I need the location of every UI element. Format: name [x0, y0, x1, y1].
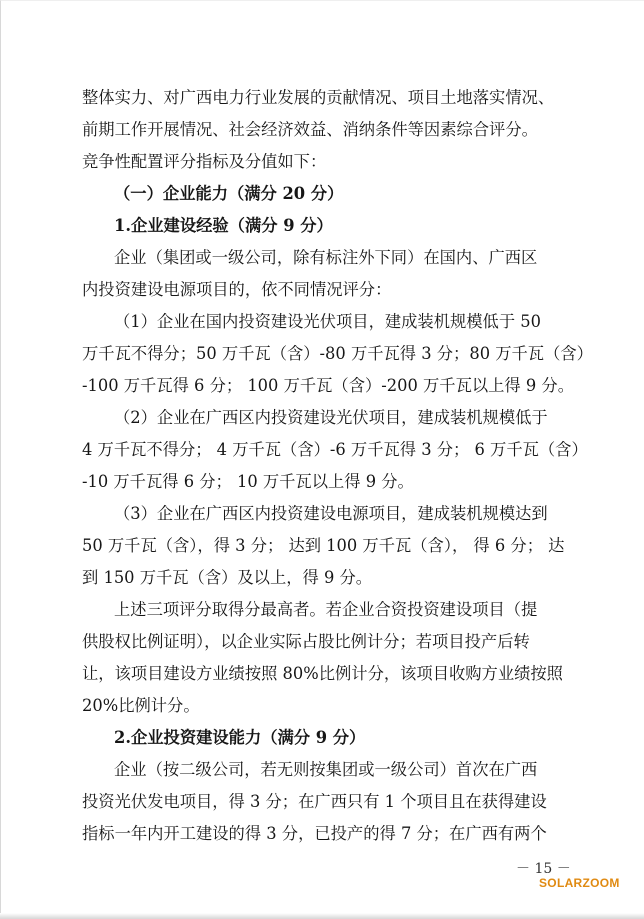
p1-line-2: 内投资建设电源项目的，依不同情况评分：: [82, 280, 392, 299]
section-1-title: （一）企业能力（满分 20 分）: [114, 184, 344, 203]
c2-line-3: -10 万千瓦得 6 分； 10 万千瓦以上得 9 分。: [82, 472, 414, 491]
intro-line-1: 整体实力、对广西电力行业发展的贡献情况、项目土地落实情况、: [82, 88, 555, 107]
c1-line-1: （1）企业在国内投资建设光伏项目，建成装机规模低于 50: [114, 312, 542, 331]
c3-line-2: 50 万千瓦（含），得 3 分； 达到 100 万千瓦（含）， 得 6 分； 达: [82, 536, 565, 555]
p1-line-1: 企业（集团或一级公司，除有标注外下同）在国内、广西区: [114, 248, 538, 267]
c1-line-3: -100 万千瓦得 6 分； 100 万千瓦（含）-200 万千瓦以上得 9 分。: [82, 376, 574, 395]
item-2-title: 2.企业投资建设能力（满分 9 分）: [114, 728, 366, 747]
p2-line-2: 供股权比例证明），以企业实际占股比例计分；若项目投产后转: [82, 632, 530, 651]
c3-line-1: （3）企业在广西区内投资建设电源项目，建成装机规模达到: [114, 504, 548, 523]
c1-line-2: 万千瓦不得分；50 万千瓦（含）-80 万千瓦得 3 分；80 万千瓦（含）: [82, 344, 593, 363]
p3-line-1: 企业（按二级公司，若无则按集团或一级公司）首次在广西: [114, 760, 538, 779]
c2-line-2: 4 万千瓦不得分； 4 万千瓦（含）-6 万千瓦得 3 分； 6 万千瓦（含）: [82, 440, 588, 459]
p2-line-1: 上述三项评分取得分最高者。若企业合资投资建设项目（提: [114, 600, 538, 619]
page-number: － 15 －: [516, 861, 571, 877]
p3-line-2: 投资光伏发电项目，得 3 分；在广西只有 1 个项目且在获得建设: [82, 792, 547, 811]
c3-line-3: 到 150 万千瓦（含）及以上，得 9 分。: [82, 568, 373, 587]
watermark-logo: SOLARZOOM: [539, 876, 620, 890]
p2-line-4: 20%比例计分。: [82, 696, 200, 715]
p3-line-3: 指标一年内开工建设的得 3 分，已投产的得 7 分；在广西有两个: [82, 824, 547, 843]
page-bottom-shadow: [0, 913, 644, 919]
intro-line-2: 前期工作开展情况、社会经济效益、消纳条件等因素综合评分。: [82, 120, 538, 139]
c2-line-1: （2）企业在广西区内投资建设光伏项目，建成装机规模低于: [114, 408, 548, 427]
item-1-title: 1.企业建设经验（满分 9 分）: [114, 216, 333, 235]
intro-line-3: 竞争性配置评分指标及分值如下：: [82, 152, 327, 171]
p2-line-3: 让，该项目建设方业绩按照 80%比例计分，该项目收购方业绩按照: [82, 664, 563, 683]
